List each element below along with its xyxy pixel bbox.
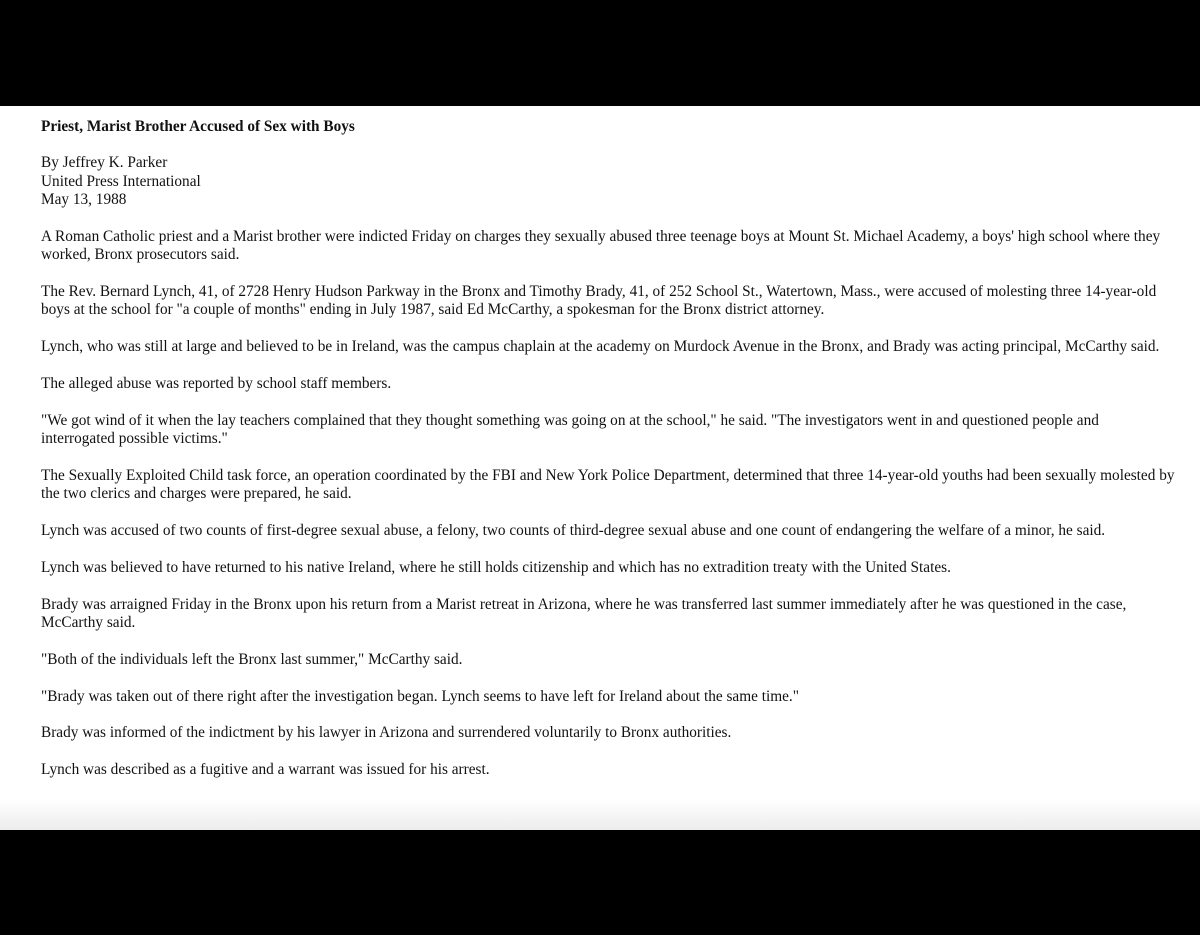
article-paragraph: Brady was arraigned Friday in the Bronx upon his return from a Marist retreat in Arizona, where he was transferred last summer immediately after he was questioned in the case, McCarthy said.: [41, 595, 1127, 632]
article-paragraph: Lynch was believed to have returned to his native Ireland, where he still holds citizenship and which has no extradition treaty with the United States.: [41, 558, 951, 576]
article-paragraph: Brady was informed of the indictment by his lawyer in Arizona and surrendered voluntarily to Bronx authorities.: [41, 724, 732, 742]
article: [41, 118, 1176, 798]
article-paragraph: Lynch, who was still at large and believed to be in Ireland, was the campus chaplain at the academy on Murdock Avenue in the Bronx, and Brady was acting principal, McCarthy said.: [41, 338, 1160, 356]
article-agency: United Press International: [41, 172, 201, 190]
page-bottom-fade: [0, 800, 1200, 830]
article-paragraph: A Roman Catholic priest and a Marist brother were indicted Friday on charges they sexually abused three teenage boys at Mount St. Michael Academy, a boys' high school where they worked, Bronx prosecutors said.: [41, 227, 1161, 264]
article-paragraph: "We got wind of it when the lay teachers complained that they thought something was going on at the school," he said. "The investigators went in and questioned people and interrogated possible victims.": [41, 411, 1099, 448]
article-paragraph: "Brady was taken out of there right after the investigation began. Lynch seems to have left for Ireland about the same time.": [41, 687, 799, 705]
article-byline: [41, 154, 1176, 209]
article-headline: Priest, Marist Brother Accused of Sex with Boys: [41, 118, 355, 135]
top-letterbox-bar: [0, 0, 1200, 106]
article-author: By Jeffrey K. Parker: [41, 154, 168, 172]
article-paragraph: Lynch was described as a fugitive and a warrant was issued for his arrest.: [41, 761, 490, 779]
article-date: May 13, 1988: [41, 191, 127, 209]
article-paragraph: The alleged abuse was reported by school staff members.: [41, 374, 392, 392]
article-paragraph: The Sexually Exploited Child task force, an operation coordinated by the FBI and New York Police Department, determined that three 14-year-old youths had been sexually molested by the two clerics and charges were prepared, he said.: [41, 466, 1175, 503]
document-page: [0, 106, 1200, 830]
bottom-letterbox-bar: [0, 830, 1200, 935]
article-paragraph: The Rev. Bernard Lynch, 41, of 2728 Henry Hudson Parkway in the Bronx and Timothy Brady, 41, of 252 School St., Watertown, Mass., were accused of molesting three 14-year-old boys at the school for "a couple of months" ending in July 1987, said Ed McCarthy, a spokesman for the Bronx district attorney.: [41, 282, 1157, 319]
article-paragraph: Lynch was accused of two counts of first-degree sexual abuse, a felony, two counts of third-degree sexual abuse and one count of endangering the welfare of a minor, he said.: [41, 522, 1106, 540]
article-paragraph: "Both of the individuals left the Bronx last summer," McCarthy said.: [41, 650, 463, 668]
